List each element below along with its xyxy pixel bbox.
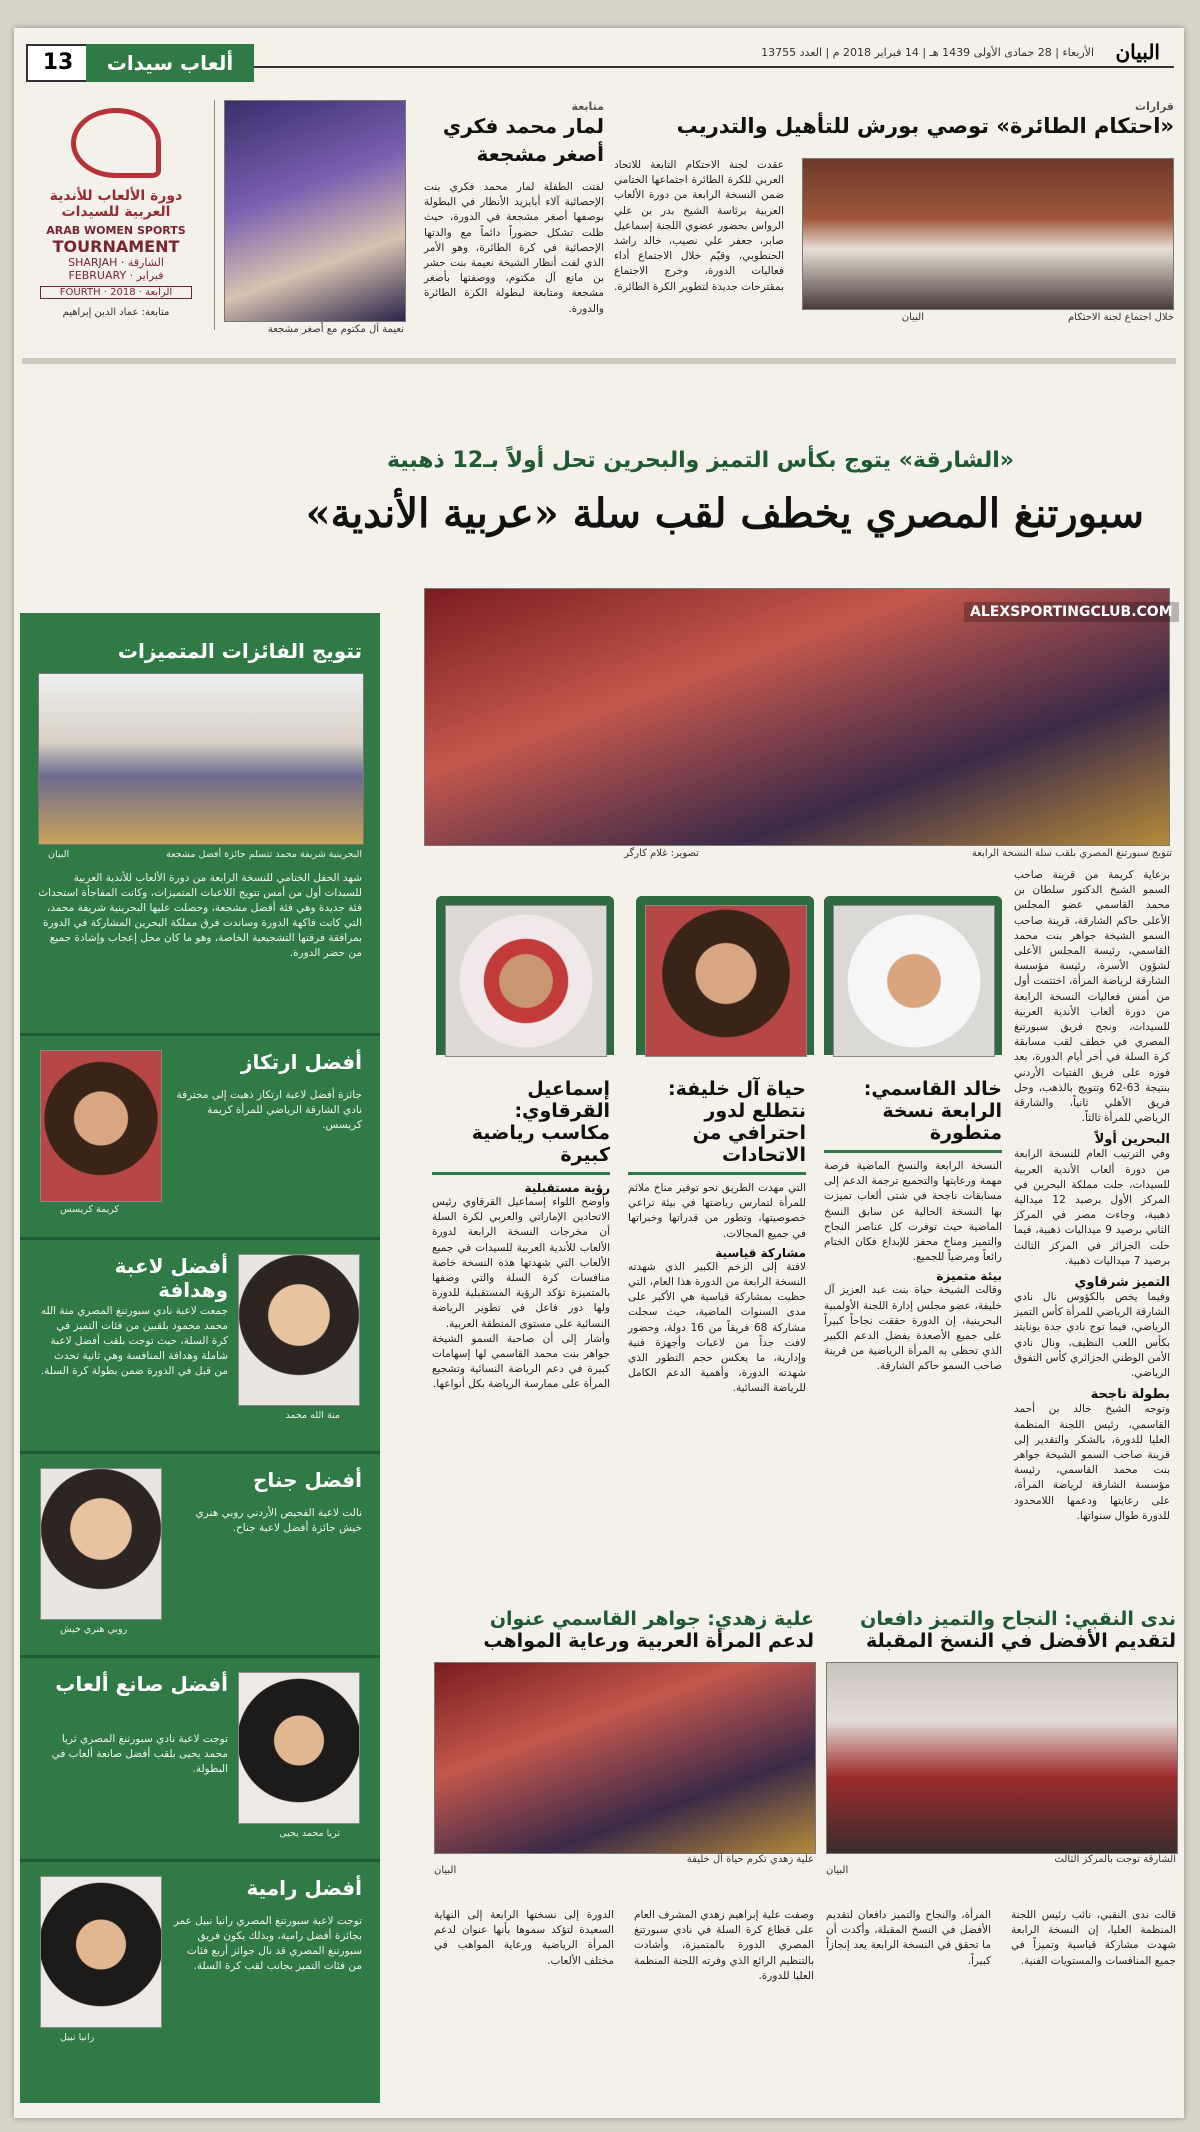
nada-photo-credit: البيان [826, 1865, 849, 1876]
aliya-headline-1: علية زهدي: جواهر القاسمي عنوان [489, 1608, 814, 1630]
sub-heading-1: البحرين أولاً [1094, 1132, 1170, 1148]
quote-name: خالد القاسمي: [863, 1078, 1002, 1100]
nada-headline-1: ندى النقبي: النجاح والتميز دافعان [860, 1608, 1176, 1630]
quote-name: حياة آل خليفة: [667, 1078, 806, 1100]
award-title: أفضل صانع ألعاب [55, 1672, 228, 1696]
award-title: أفضل جناح [253, 1468, 362, 1492]
decision-photo-caption: خلال اجتماع لجنة الاحتكام [1067, 312, 1174, 323]
khalid-portrait [833, 905, 995, 1057]
award-best-shooter [20, 1859, 380, 2102]
sub-heading-2: التميز شرقاوي [1074, 1275, 1170, 1291]
sub-heading-3: بطولة ناجحة [1090, 1387, 1170, 1403]
aliya-body-1: وصفت علية إبراهيم زهدي المشرف العام على قطاع كرة السلة في نادي سبورتنغ المصري الدورة بالمتميزة، وأشادت بالتنظيم الرائع الذي وفرته اللجنة المنظمة العليا للدورة. [634, 1909, 814, 1982]
quote-headline: نتطلع لدور احترافي من الاتحادات [692, 1100, 806, 1166]
award-photo [40, 1876, 162, 2028]
logo-arabic-1: دورة الألعاب للأندية [49, 188, 183, 204]
logo-english-3: SHARJAH · الشارقة [68, 256, 164, 269]
top-left-story [224, 100, 604, 340]
tournament-logo [26, 88, 206, 338]
sub-body-1: وفي الترتيب العام للنسخة الرابعة من دورة ألعاب الأندية العربية للسيدات، حلت مملكة البحرين في المركز الأول برصيد 12 ميدالية ذهبية، وجاءت مصر في المركز الثاني برصيد 9 ميداليات ذهبية، فيما حلت الجزائر في المركز الثالث برصيد 7 ميداليات ذهبية. [1014, 1148, 1171, 1267]
award-text: توجت لاعبة سبورتنغ المصري رانيا نبيل عمر بجائزة أفضل رامية، وبذلك يكون فريق سبورتنغ المصري قد نال جوائز أربع فئات من فئات التميز بجانب لقب كرة السلة. [173, 1915, 362, 1972]
bottom-story-aliya [434, 1608, 814, 2098]
award-best-playmaker [20, 1655, 380, 1858]
award-title: أفضل ارتكاز [240, 1050, 362, 1074]
quote-column-ismail [432, 1078, 610, 1393]
sidebar-title: تتويج الفائزات المتميزات [117, 639, 362, 663]
sub-body-3: وتوجه الشيخ خالد بن أحمد القاسمي، رئيس اللجنة المنظمة العليا للدورة، بالشكر والتقدير إلى قرينة صاحب السمو الشيخة جواهر بنت محمد القاسمي، رئيسة مؤسسة الشارقة لرياضة المرأة، على رعايتها ودعمها اللامحدود للدورة طوال سنواتها. [1014, 1403, 1170, 1522]
lead-body: برعاية كريمة من قرينة صاحب السمو الشيخ الدكتور سلطان بن محمد القاسمي عضو المجلس الأعلى حاكم الشارقة، قرينة صاحب السمو الشيخة جواهر بنت محمد القاسمي، رئيسة المجلس الأعلى لشؤون الأسرة، رئيسة مؤسسة الشارقة لرياضة المرأة، اختتمت أول من أمس فعاليات النسخة الرابعة من دورة ألعاب الأندية العربية للسيدات، ونجح فريق سبورتنغ المصري في خطف لقب مسابقة كرة السلة في أخر أيام الدورة، بعد فوزه على فريق الفتيات الأردني بنتيجة 63-62 وتتويج بالذهب، وحل فريق الأهلي ثانياً، والشارقة الرياضي للمرأة ثالثاً. [1014, 869, 1170, 1125]
logo-english-1: ARAB WOMEN SPORTS [46, 224, 186, 237]
quote-name: إسماعيل القرقاوي: [514, 1078, 610, 1122]
award-title: أفضل لاعبة وهدافة [114, 1254, 228, 1302]
sidebar-intro: شهد الحفل الختامي للنسخة الرابعة من دورة الألعاب للأندية العربية للسيدات أول من أمس تتويج اللاعبات المتميزات، وكانت المفاجأة استحداث فئة جديدة وهي فئة أفضل مشجعة، وحصلت عليها البحرينية شريفة محمد، التي كانت فاكهة الدورة وساندت فرق مملكة البحرين المشاركة في الدورة بمرافقة فرقتها التشجيعية الخاصة، وهو ما كان محل إعجاب وإشادة جميع من حضر الدورة. [38, 872, 362, 959]
watermark-text: ALEXSPORTINGCLUB.COM [970, 604, 1173, 620]
top-right-story [614, 100, 1174, 340]
decision-kicker: قرارات [1135, 100, 1174, 113]
story-body: لفتت الطفلة لمار محمد فكري بنت الإحصائية آلاء أبايزيد الأنظار في البطولة بوصفها أصغر مشجعة في الدورة، حيث ظلت تشكل حضوراً دائماً مع والدتها الإحصائية في كرة الطائرة، وهو الأمر الذي لفت أنظار الشيخة نعيمة بنت حشر بن مانع آل مكتوم، ووصفتها بأصغر مشجعة ومتابعة لبطولة الكرة الطائرة والدورة. [424, 181, 604, 315]
quote-rule [628, 1172, 806, 1175]
award-photo [40, 1468, 162, 1620]
logo-english-4: FEBRUARY · فبراير [68, 269, 164, 282]
logo-english-2: TOURNAMENT [52, 237, 180, 256]
award-text: جائزة أفضل لاعبة ارتكاز ذهبت إلى محترفة نادي الشارقة الرياضي للمرأة كريمة كريسس. [176, 1089, 362, 1131]
sidebar-photo-credit: البيان [48, 849, 70, 860]
section-title: ألعاب سيدات [106, 51, 234, 75]
story-headline-1: لمار محمد فكري [442, 114, 604, 138]
award-best-center [20, 1033, 380, 1236]
header-rule [254, 66, 1174, 68]
decision-photo [802, 158, 1174, 310]
quote-sub-body: لافتة إلى الزخم الكبير الذي شهدته النسخة الرابعة من الدورة هذا العام، التي حظيت بمشاركة قياسية هي الأكبر على مدى السنوات الماضية، حيث سجلت مشاركة 68 فريقاً من 16 دولة، وحضور لافت جداً من لاعبات وأجهزة فنية وإدارية، ما يعكس حجم التطور الذي شهدته الدورة، وأهمية الدعم الكامل للرياضة النسائية. [628, 1260, 806, 1395]
aliya-photo [434, 1662, 816, 1854]
lead-column [1014, 868, 1171, 1522]
award-text: توجت لاعبة نادي سبورتنغ المصري ثريا محمد يحيى بلقب أفضل صانعة ألعاب في البطولة. [51, 1733, 228, 1775]
watermark [964, 602, 1179, 622]
sidebar-photo-caption: البحرينية شريفة محمد تتسلم جائزة أفضل مشجعة [166, 849, 362, 860]
page-number-box [26, 44, 90, 82]
award-text: نالت لاعبة الفحيص الأردني روبي هنري خيش جائزة أفضل لاعبة جناح. [195, 1507, 362, 1534]
award-photo [40, 1050, 162, 1202]
quote-column-hayat [628, 1078, 806, 1397]
decision-body: عقدت لجنة الاحتكام التابعة للاتحاد العربي للكرة الطائرة اجتماعها الختامي ضمن النسخة الرابعة من دورة الألعاب العربية برئاسة الشيخ بدر بن علي الرواس بحضور عضوي اللجنة إسماعيل صابر، جعفر علي نصيب، خالد راشد الحنطوبي، وقيّم خلال الاجتماع أداء فعاليات الدورة، وخرج الاجتماع بمقترحات جديدة لتطوير الكرة الطائرة. [614, 159, 784, 293]
quote-rule [824, 1150, 1002, 1153]
quote-rule [432, 1172, 610, 1175]
award-photo [238, 1672, 360, 1824]
award-player-name: رانيا نبيل [60, 2032, 95, 2043]
quote-headline: الرابعة نسخة متطورة [882, 1100, 1002, 1144]
section-banner [86, 44, 254, 82]
award-best-wing [20, 1451, 380, 1654]
logo-mark-icon [71, 108, 161, 178]
portrait-frame-ismail [436, 896, 614, 1055]
decision-headline: «احتكام الطائرة» توصي بورش للتأهيل والتدريب [676, 114, 1174, 138]
story-photo [224, 100, 406, 322]
quote-body: النسخة الرابعة والنسخ الماضية فرصة مهمة ورعايتها والتجميع ترجمة الدعم إلى مسابقات ناجحة في شتى ألعاب تميزت بها النسخة الحالية عن سابق النسخ الماضية حيث توفرت كل عناصر النجاح والتميز ومناخ محفز للإبداع فكان الختام رائعاً ومرضياً للجميع. [824, 1160, 1002, 1264]
award-player-name: كريمة كريسس [60, 1204, 120, 1215]
quote-sub-body: وقالت الشيخة حياة بنت عبد العزيز آل خليفة، عضو مجلس إدارة اللجنة الأولمبية البحرينية، إن الدورة حققت نجاحاً كبيراً على جميع الأصعدة بفضل الدعم الكبير الذي تحظى به المرأة الرياضية من قرينة صاحب السمو حاكم الشارقة. [824, 1284, 1002, 1373]
award-title: أفضل رامية [246, 1876, 362, 1900]
award-player-name: روبي هنري خيش [60, 1624, 128, 1635]
bottom-story-nada [826, 1608, 1176, 2098]
story-headline-2: أصغر مشجعة [476, 142, 604, 166]
quote-column-khalid [824, 1078, 1002, 1375]
quote-sub-heading: رؤية مستقبلية [524, 1181, 610, 1195]
main-photo-caption: تتويج سبورتنغ المصري بلقب سلة النسخة الرابعة [971, 848, 1172, 859]
awards-sidebar [20, 613, 380, 2103]
nada-body-2: قالت ندى النقبي، نائب رئيس اللجنة المنظمة العليا، إن النسخة الرابعة شهدت مشاركة قياسية وتميزاً في جميع المنافسات والمستويات الفنية. [1011, 1909, 1176, 1967]
aliya-photo-credit: البيان [434, 1865, 457, 1876]
logo-edition: FOURTH · 2018 · الرابعة [40, 286, 192, 299]
quote-sub-heading: بيئة متميزة [936, 1269, 1002, 1284]
aliya-photo-caption: علية زهدي تكرم حياة آل خليفة [686, 1854, 814, 1865]
main-photo [424, 588, 1170, 846]
section-divider [22, 358, 1176, 364]
quote-sub-body: وأشار إلى أن صاحبة السمو الشيخة جواهر بنت محمد القاسمي لها إسهامات كبيرة في دعم الرياضة النسائية وتشجيع المرأة على ممارسة الرياضة بكل أنواعها. [432, 1332, 610, 1391]
sidebar-photo [38, 673, 364, 845]
main-kicker: «الشارقة» يتوج بكأس التميز والبحرين تحل أولاً بـ12 ذهبية [387, 448, 1014, 473]
award-text: جمعت لاعبة نادي سبورتنغ المصري منة الله محمد محمود بلقبين من فئات التميز في كرة السلة، حيث توجت بلقب أفضل لاعبة شاملة وهدافة المنافسة وهي ثانية تحدث من قبل في الدورة ضمن بطولة كرة السلة. [40, 1305, 228, 1377]
award-photo [238, 1254, 360, 1406]
page-number: 13 [42, 50, 74, 75]
quote-body: وأوضح اللواء إسماعيل القرقاوي رئيس الاتحادين الإماراتي والعربي لكرة السلة أن مخرجات النسخة الرابعة لدورة الألعاب للأندية العربية للسيدات في جميع الألعاب التي شهدتها هذه النسخة خاصة منافسات كرة السلة والتي وصفها بالمتميزة تؤكد الرؤية المستقبلية للدورة ولها دور فاعل في تطوير الرياضة النسائية على مستوى المنطقة العربية. [432, 1196, 610, 1330]
nada-body-1: المرأة، والنجاح والتميز دافعان لتقديم الأفضل في النسخ المقبلة، وأكدت أن ما تحقق في النسخة الرابعة يعد إنجازاً كبيراً. [826, 1909, 991, 1967]
quote-body: التي مهدت الطريق نحو توفير مناخ ملائم للمرأة لتمارس رياضتها في بيئة تراعي خصوصيتها، وتطور من قدراتها وخبراتها في جميع المجالات. [628, 1182, 806, 1240]
masthead: البيان [1115, 40, 1160, 64]
award-best-player [20, 1237, 380, 1450]
nada-headline-2: لتقديم الأفضل في النسخ المقبلة [865, 1630, 1176, 1652]
aliya-body-2: الدورة إلى نسختها الرابعة إلى النهاية السعيدة لتؤكد سموها بأنها عنوان لدعم المرأة الرياضية ورعاية المواهب في مختلف الألعاب. [434, 1909, 614, 1967]
main-headline: سبورتنغ المصري يخطف لقب سلة «عربية الأندية» [305, 490, 1144, 537]
logo-divider [214, 100, 215, 330]
main-photo-credit: تصوير: غلام كارگر [624, 848, 699, 859]
hayat-portrait [645, 905, 807, 1057]
story-photo-caption: نعيمة آل مكتوم مع أصغر مشجعة [267, 324, 404, 335]
decision-photo-credit: البيان [901, 312, 924, 323]
nada-photo [826, 1662, 1178, 1854]
aliya-headline-2: لدعم المرأة العربية ورعاية المواهب [483, 1630, 814, 1652]
ismail-portrait [445, 905, 607, 1057]
dateline: الأربعاء | 28 جمادى الأولى 1439 هـ | 14 فبراير 2018 م | العدد 13755 [761, 46, 1094, 59]
story-kicker: متابعة [571, 100, 604, 113]
portrait-frame-khalid [824, 896, 1002, 1055]
award-player-name: ثريا محمد يحيى [279, 1828, 340, 1839]
sub-body-2: وفيما يخص بالكؤوس نال نادي الشارقة الرياضي للمرأة كأس التميز الرياضي، فيما توج نادي جدة يونايتد بكأس اللعب النظيف، ونال نادي الأمن الوطني الجزائري كأس التفوق الرياضي. [1014, 1291, 1170, 1380]
award-player-name: منة الله محمد [285, 1410, 340, 1421]
byline: متابعة: عماد الدين إبراهيم [62, 307, 170, 318]
nada-photo-caption: الشارقة توجت بالمركز الثالث [1054, 1854, 1176, 1865]
portrait-frame-hayat [636, 896, 814, 1055]
quote-headline: مكاسب رياضية كبيرة [471, 1122, 610, 1166]
newspaper-page [14, 28, 1184, 2118]
quote-sub-heading: مشاركة قياسية [715, 1245, 806, 1260]
logo-arabic-2: العربية للسيدات [61, 204, 171, 220]
